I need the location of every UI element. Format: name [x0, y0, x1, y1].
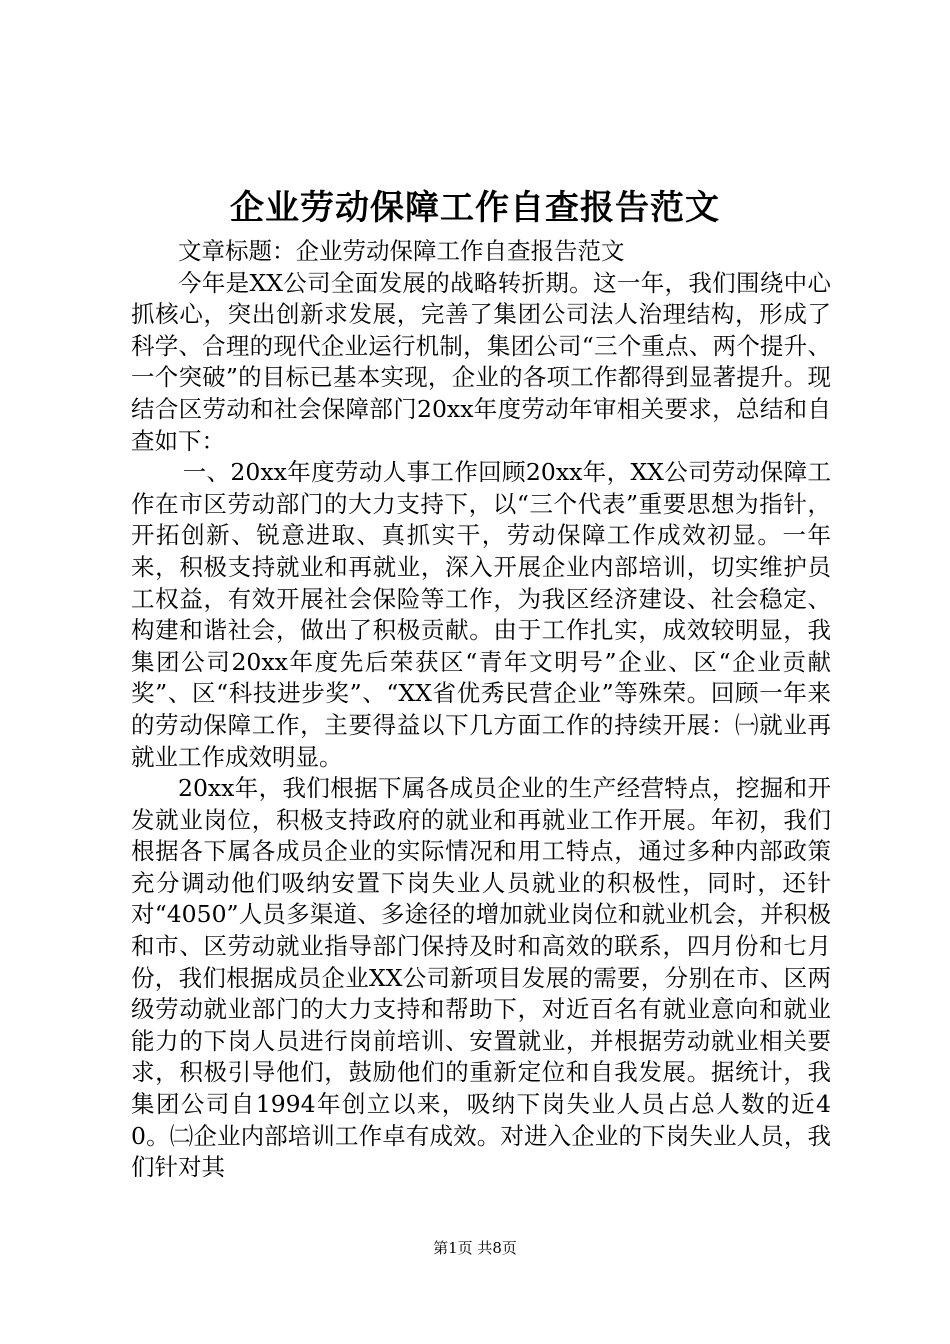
paragraph-intro: 今年是XX公司全面发展的战略转折期。这一年，我们围绕中心抓核心，突出创新求发展，完善了集团公司法人治理结构，形成了科学、合理的现代企业运行机制，集团公司“三个重点、两个提升、一个突破”的目标已基本实现，企业的各项工作都得到显著提升。现结合区劳动和社会保障部门20xx年度劳动年审相关要求，总结和自查如下：	[131, 268, 831, 455]
document-title: 企业劳动保障工作自查报告范文	[230, 188, 720, 228]
paragraph-employment: 20xx年，我们根据下属各成员企业的生产经营特点，挖掘和开发就业岗位，积极支持政府的就业和再就业工作开展。年初，我们根据各下属各成员企业的实际情况和用工特点，通过多种内部政策充分调动他们吸纳安置下岗失业人员就业的积极性，同时，还针对“4050”人员多渠道、多途径的增加就业岗位和就业机会，并积极和市、区劳动就业指导部门保持及时和高效的联系，四月份和七月份，我们根据成员企业XX公司新项目发展的需要，分别在市、区两级劳动就业部门的大力支持和帮助下，对近百名有就业意向和就业能力的下岗人员进行岗前培训、安置就业，并根据劳动就业相关要求，积极引导他们，鼓励他们的重新定位和自我发展。据统计，我集团公司自1994年创立以来，吸纳下岗失业人员占总人数的近40。㈡企业内部培训工作卓有成效。对进入企业的下岗失业人员，我们针对其	[131, 774, 831, 1182]
article-title-line: 文章标题：企业劳动保障工作自查报告范文	[178, 237, 625, 265]
document-body	[131, 236, 831, 1184]
page-footer: 第1页 共8页	[433, 1239, 517, 1257]
paragraph-review: 一、20xx年度劳动人事工作回顾20xx年，XX公司劳动保障工作在市区劳动部门的大力支持下，以“三个代表”重要思想为指针，开拓创新、锐意进取、真抓实干，劳动保障工作成效初显。一年来，积极支持就业和再就业，深入开展企业内部培训，切实维护员工权益，有效开展社会保险等工作，为我区经济建设、社会稳定、构建和谐社会，做出了积极贡献。由于工作扎实，成效较明显，我集团公司20xx年度先后荣获区“青年文明号”企业、区“企业贡献奖”、区“科技进步奖”、“XX省优秀民营企业”等殊荣。回顾一年来的劳动保障工作，主要得益以下几方面工作的持续开展：㈠就业再就业工作成效明显。	[131, 458, 831, 771]
